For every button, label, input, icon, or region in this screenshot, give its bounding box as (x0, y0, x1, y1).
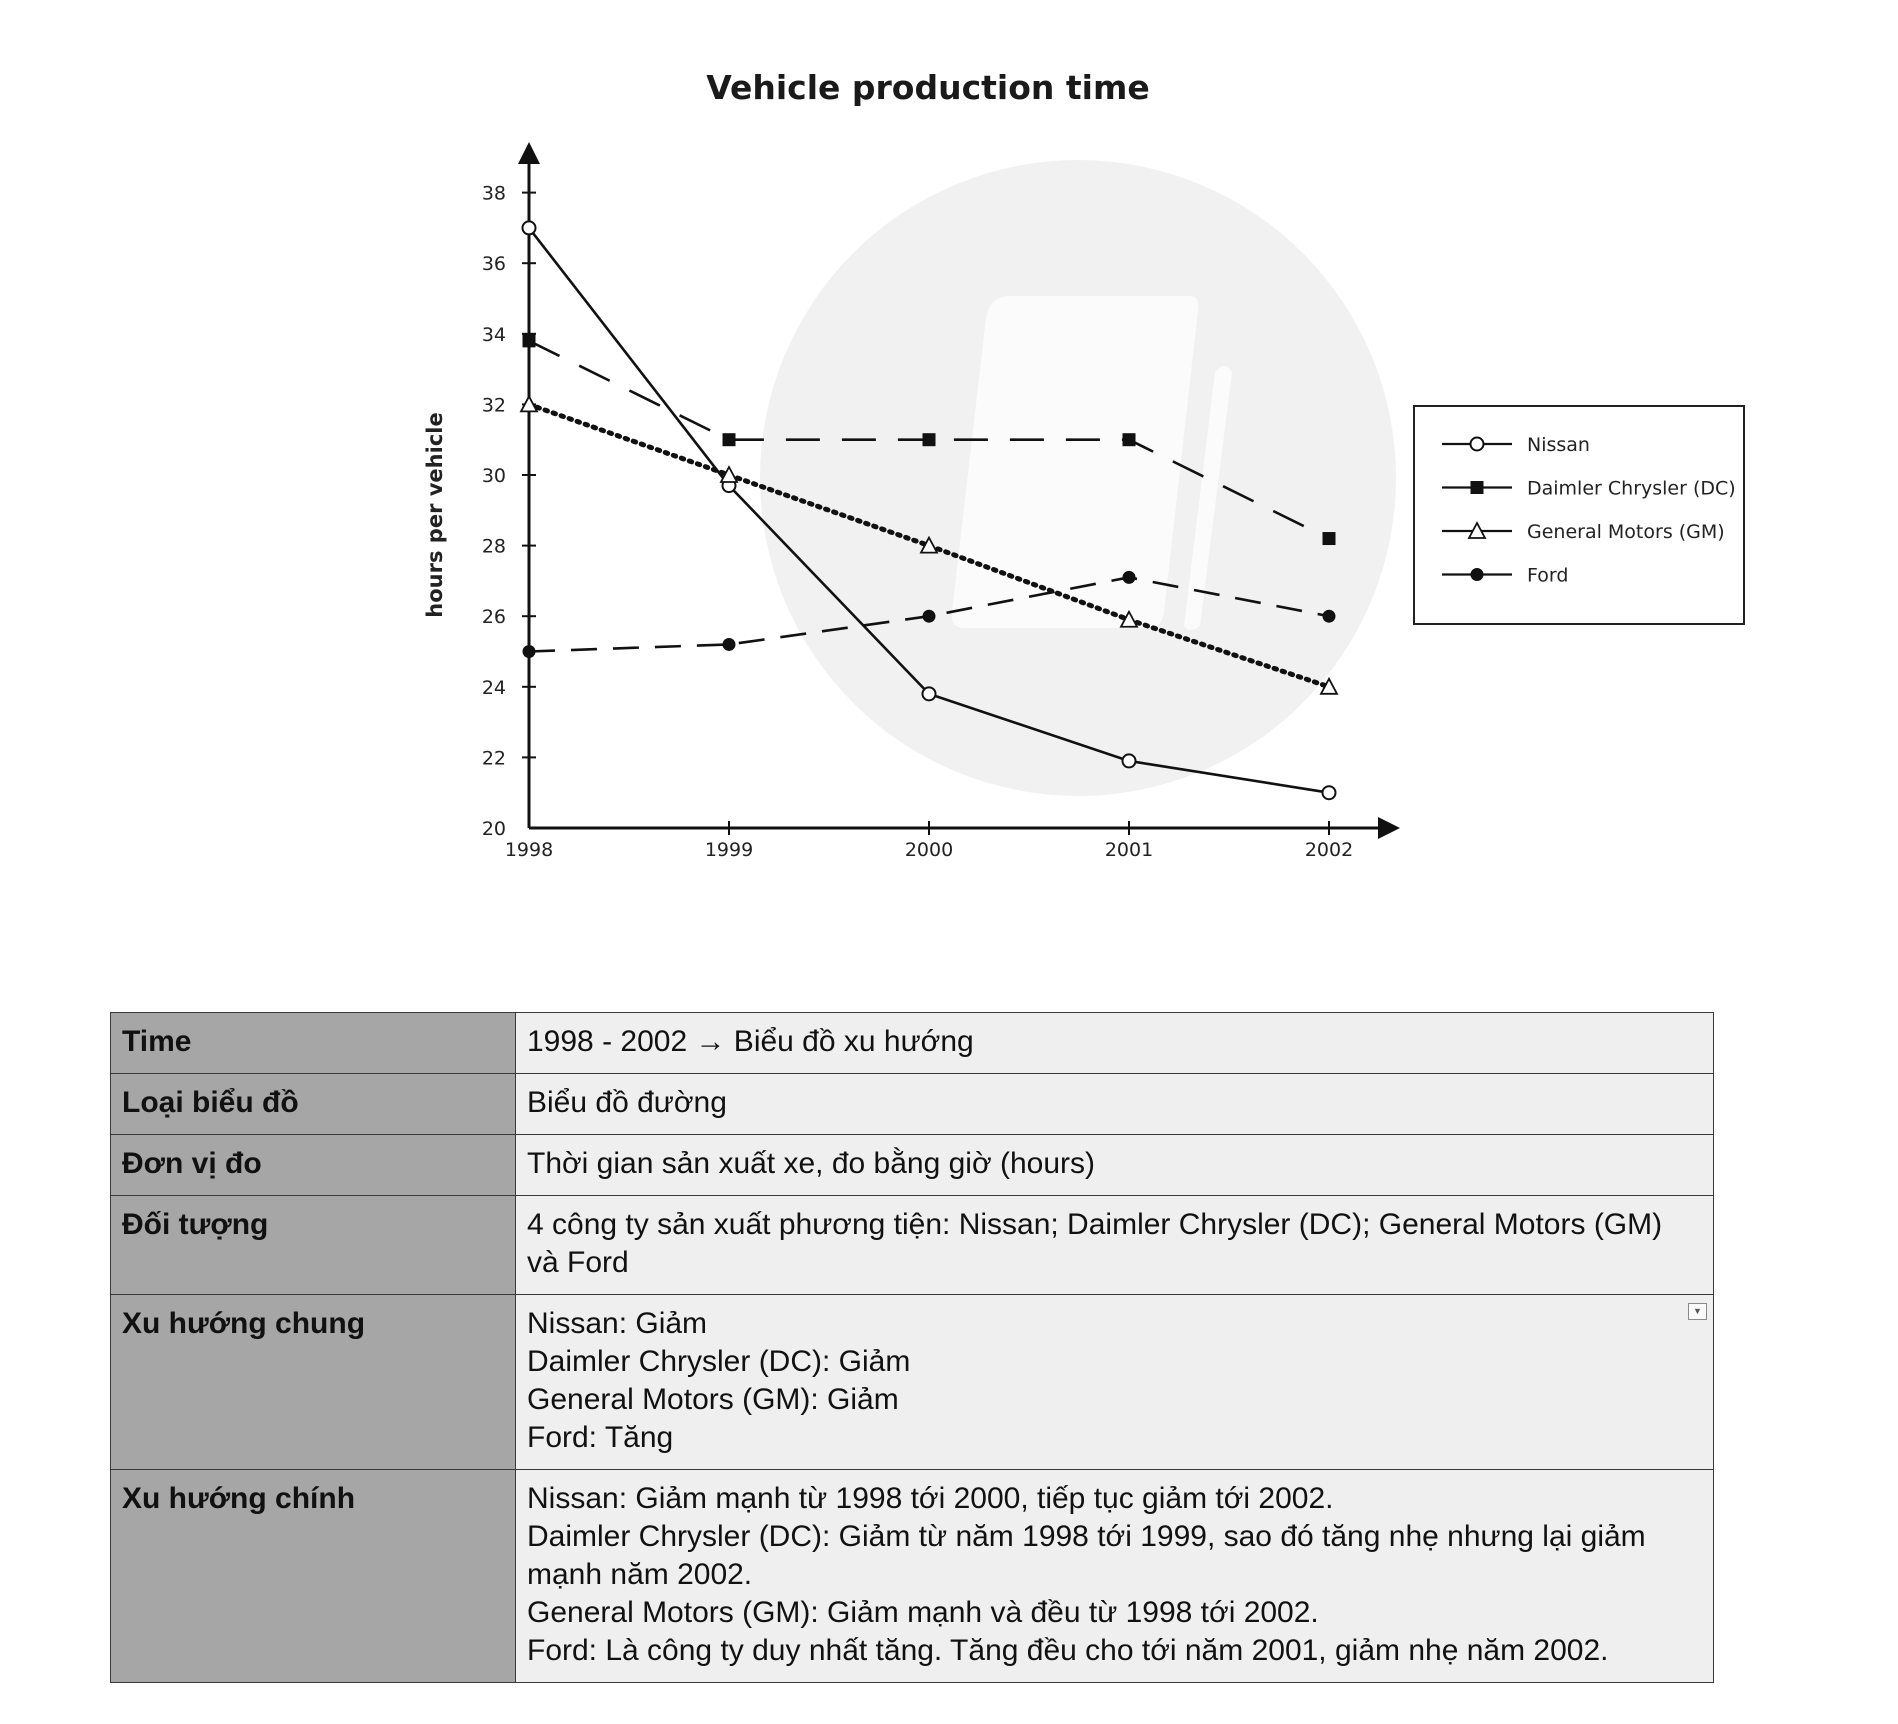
y-tick-label: 38 (481, 182, 506, 205)
data-point-3-3 (1123, 571, 1136, 584)
row-value-line: Thời gian sản xuất xe, đo bằng giờ (hours) (527, 1147, 1095, 1180)
row-value-line: Nissan: Giảm mạnh từ 1998 tới 2000, tiếp tục giảm tới 2002. (527, 1482, 1334, 1515)
row-value-line: Ford: Tăng (527, 1421, 674, 1454)
data-point-3-0 (523, 645, 536, 658)
table-row (111, 1196, 1714, 1295)
info-table (110, 1012, 1714, 1683)
data-point-1-4 (1323, 532, 1336, 545)
row-value-line: General Motors (GM): Giảm (527, 1383, 899, 1416)
x-tick-label: 2001 (1104, 839, 1154, 861)
row-value-line: Daimler Chrysler (DC): Giảm (527, 1345, 911, 1378)
table-row (111, 1295, 1714, 1470)
table-row (111, 1074, 1714, 1135)
y-tick-label: 22 (481, 747, 506, 770)
data-point-3-1 (723, 638, 736, 651)
y-tick-label: 32 (481, 394, 506, 417)
row-value (516, 1013, 1714, 1074)
legend-label-0: Nissan (1527, 434, 1590, 456)
y-axis-label: hours per vehicle (423, 412, 447, 618)
row-value-line: 4 công ty sản xuất phương tiện: Nissan; Daimler Chrysler (DC); General Motors (GM) và Ford (527, 1208, 1663, 1279)
row-value-line: Daimler Chrysler (DC): Giảm từ năm 1998 tới 1999, sao đó tăng nhẹ nhưng lại giảm mạnh năm 2002. (527, 1520, 1646, 1591)
data-point-3-4 (1323, 610, 1336, 623)
x-tick-label: 2002 (1304, 839, 1354, 861)
data-point-1-3 (1123, 433, 1136, 446)
y-axis-arrow (518, 142, 540, 164)
y-tick-label: 30 (481, 465, 506, 487)
y-tick-label: 36 (481, 253, 506, 276)
x-tick-label: 2000 (904, 839, 954, 861)
y-tick-label: 20 (481, 818, 506, 840)
row-value (516, 1470, 1714, 1683)
row-value-line: General Motors (GM): Giảm mạnh và đều từ 1998 tới 2002. (527, 1596, 1319, 1629)
table-row (111, 1013, 1714, 1074)
x-tick-label: 1998 (504, 839, 554, 861)
data-point-1-0 (523, 334, 536, 347)
dropdown-arrow-icon[interactable]: ▼ (1688, 1303, 1707, 1320)
row-value (516, 1074, 1714, 1135)
row-value-line: Ford: Là công ty duy nhất tăng. Tăng đều cho tới năm 2001, giảm nhẹ năm 2002. (527, 1634, 1609, 1667)
row-value-line: 1998 - 2002 → Biểu đồ xu hướng (527, 1025, 974, 1058)
row-value (516, 1295, 1714, 1470)
legend-marker-1 (1471, 481, 1484, 494)
data-point-0-3 (1123, 754, 1136, 767)
data-point-1-1 (723, 433, 736, 446)
watermark-logo (760, 160, 1396, 796)
data-point-3-2 (923, 610, 936, 623)
table-row (111, 1135, 1714, 1196)
row-value-line: Nissan: Giảm (527, 1307, 708, 1340)
legend (1414, 406, 1744, 624)
chart-title: Vehicle production time (706, 68, 1150, 107)
row-value (516, 1135, 1714, 1196)
row-label: Xu hướng chung (111, 1295, 516, 1470)
y-tick-label: 26 (481, 606, 506, 629)
x-tick-label: 1999 (704, 839, 754, 861)
row-label: Loại biểu đồ (111, 1074, 516, 1135)
data-point-0-4 (1323, 786, 1336, 799)
y-tick-label: 24 (481, 676, 506, 699)
legend-marker-0 (1471, 438, 1484, 451)
y-tick-label: 34 (481, 323, 506, 346)
legend-label-3: Ford (1527, 564, 1569, 587)
x-axis-arrow (1378, 817, 1400, 839)
legend-marker-3 (1471, 568, 1484, 581)
data-point-0-0 (523, 221, 536, 234)
data-point-0-2 (923, 687, 936, 700)
row-label: Đơn vị đo (111, 1135, 516, 1196)
row-label: Time (111, 1013, 516, 1074)
row-value-line: Biểu đồ đường (527, 1086, 727, 1119)
row-label: Xu hướng chính (111, 1470, 516, 1683)
row-value (516, 1196, 1714, 1295)
legend-label-2: General Motors (GM) (1527, 521, 1725, 543)
data-point-1-2 (923, 433, 936, 446)
table-row (111, 1470, 1714, 1683)
legend-label-1: Daimler Chrysler (DC) (1527, 477, 1736, 500)
y-tick-label: 28 (481, 535, 506, 558)
row-label: Đối tượng (111, 1196, 516, 1295)
